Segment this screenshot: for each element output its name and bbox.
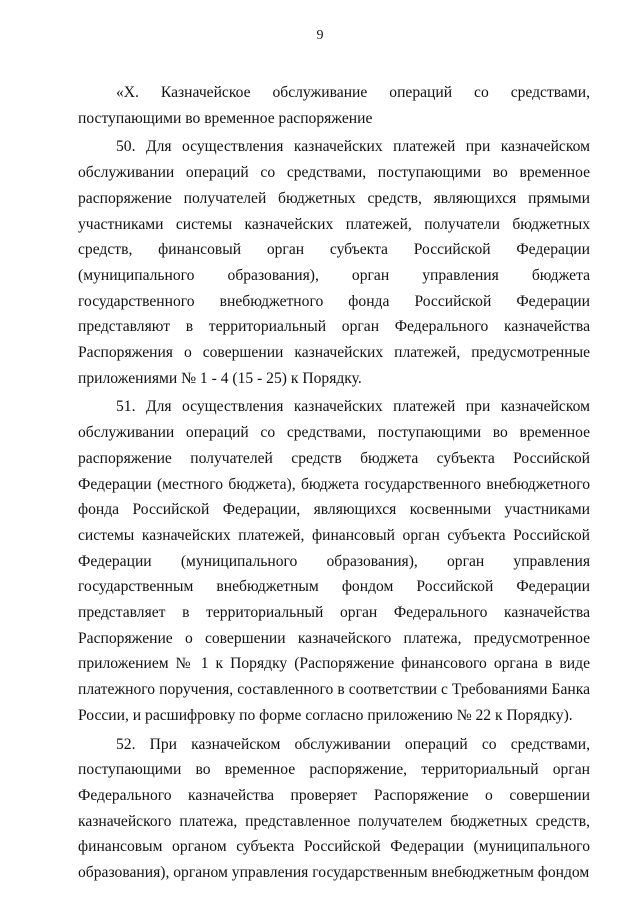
document-body [78, 80, 590, 889]
paragraph-52: 52. При казначейском обслуживании операций со средствами, поступающими во временное распоряжение, территориальный орган Федерального казначейства проверяет Распоряжение о совершении казначейского платежа, представленное получателем бюджетных средств, финансовым органом субъекта Российской Федерации (муниципального образования), органом управления государственным внебюджетным фондом [78, 735, 590, 882]
page-number: 9 [316, 28, 324, 43]
paragraph-50: 50. Для осуществления казначейских платежей при казначейском обслуживании операций со средствами, поступающими во временное распоряжение получателей бюджетных средств, являющихся прямыми участниками системы казначейских платежей, получатели бюджетных средств, финансовый орган субъекта Российской Федерации (муниципального образования), орган управления бюджета государственного внебюджетного фонда Российской Федерации представляют в территориальный орган Федерального казначейства Распоряжения о совершении казначейских платежей, предусмотренные приложениями № 1 - 4 (15 - 25) к Порядку. [78, 138, 590, 387]
section-heading: «X. Казначейское обслуживание операций со средствами, поступающими во временное распоряжение [78, 84, 590, 127]
paragraph-51: 51. Для осуществления казначейских платежей при казначейском обслуживании операций со средствами, поступающими во временное распоряжение получателей средств бюджета субъекта Российской Федерации (местного бюджета), бюджета государственного внебюджетного фонда Российской Федерации, являющихся косвенными участниками системы казначейских платежей, финансовый орган субъекта Российской Федерации (муниципального образования), орган управления государственным внебюджетным фондом Российской Федерации представляет в территориальный орган Федерального казначейства Распоряжение о совершении казначейского платежа, предусмотренное приложением № 1 к Порядку (Распоряжение финансового органа в виде платежного поручения, составленного в соответствии с Требованиями Банка России, и расшифровку по форме согласно приложению № 22 к Порядку). [78, 398, 590, 724]
